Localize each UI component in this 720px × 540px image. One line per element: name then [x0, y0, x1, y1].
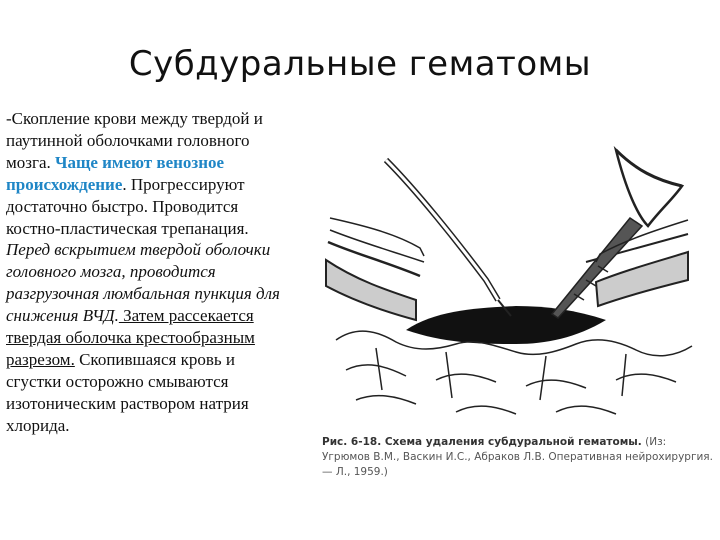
- text-conclusion: Скопившаяся кровь и сгустки осторожно смываются изотоническим раствором натрия хлорида.: [6, 349, 249, 435]
- text-progression: . Прогрессируют достаточно быстро. Проводится костно-пластическая трепанация.: [6, 174, 249, 238]
- text-italic-puncture: Перед вскрытием твердой оболочки головного мозга, проводится разгрузочная люмбальная пункция для снижения ВЧД.: [6, 240, 280, 326]
- text-intro: -Скопление крови между твердой и паутинной оболочками головного мозга.: [6, 109, 263, 172]
- slide-title: Субдуральные гематомы: [128, 44, 592, 84]
- text-highlight: Чаще имеют венозное происхождение: [6, 152, 225, 194]
- text-underlined-incision: Затем рассекается твердая оболочка крестообразным разрезом.: [6, 306, 255, 369]
- hematoma-mass: [406, 306, 606, 344]
- caption-citation: (Из: Угрюмов В.М., Васкин И.С., Абраков Л.В. Оперативная нейрохирургия. — Л., 1959.): [322, 436, 713, 478]
- caption-lead: Рис. 6-18. Схема удаления субдуральной гематомы.: [322, 436, 642, 448]
- hematoma-removal-illustration: [316, 130, 696, 430]
- suction-tube: [386, 160, 511, 316]
- description-text: [6, 108, 292, 437]
- figure-caption: [322, 435, 714, 480]
